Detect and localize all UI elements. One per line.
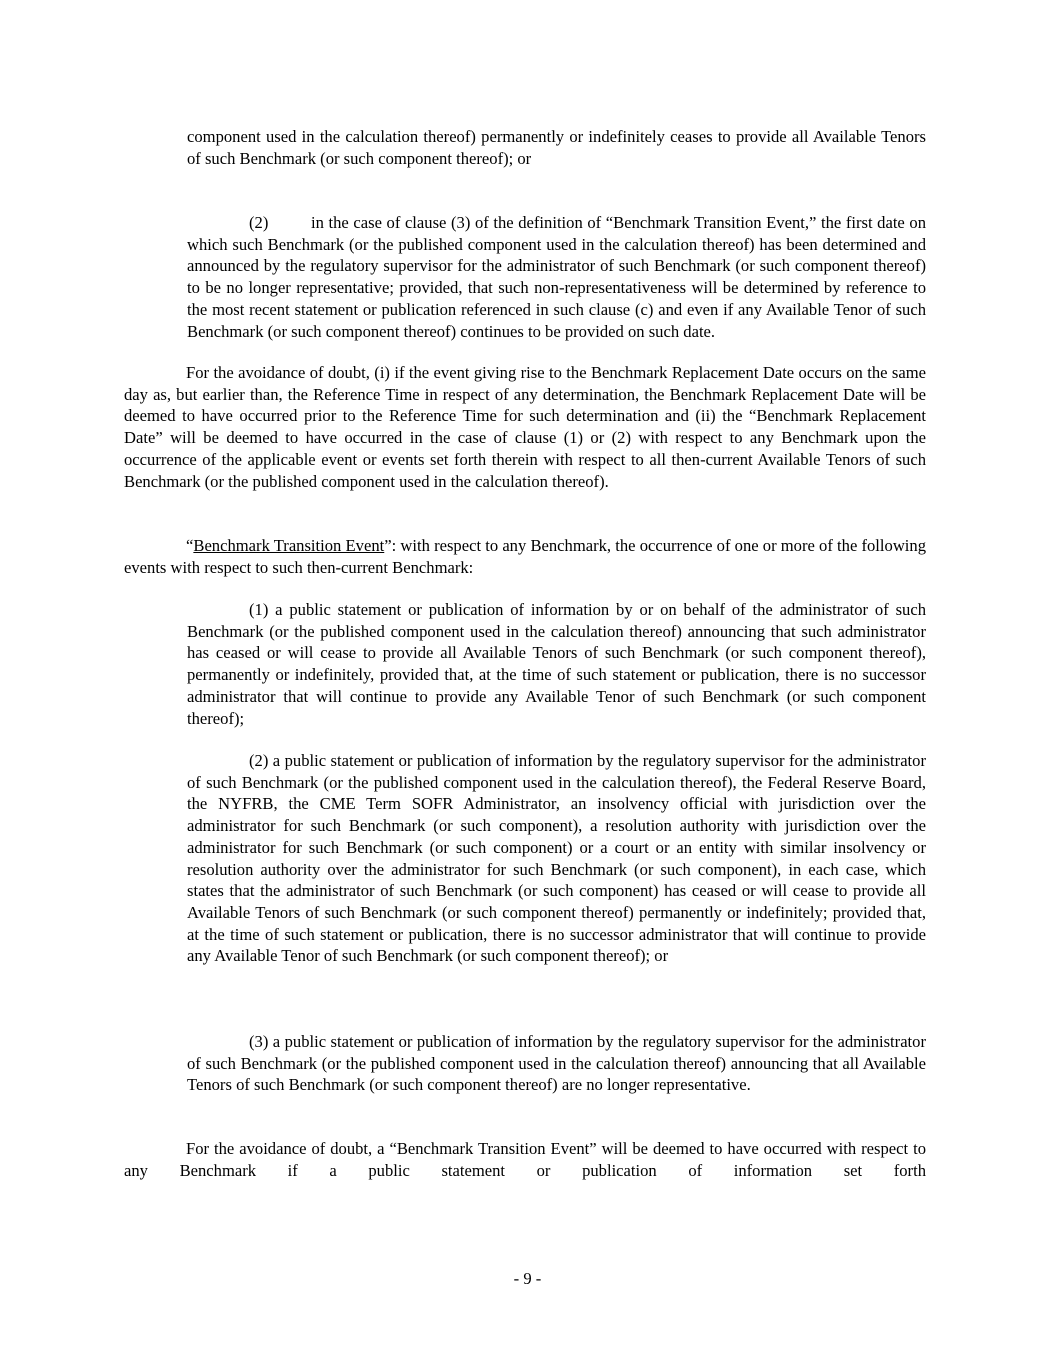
clause-number: (2) — [249, 213, 269, 232]
transition-event-clause-3: (3) a public statement or publication of information by the regulatory supervisor for the administrator of such Benchmark (or the published component used in the calculation thereof) announcing that all Available Tenors of such Benchmark (or such component thereof) are no longer representative. — [187, 1032, 926, 1095]
page-number: - 9 - — [513, 1269, 542, 1288]
transition-event-clause-2: (2) a public statement or publication of information by the regulatory supervisor for the administrator of such Benchmark (or the published component used in the calculation thereof), the Federal Reserve Board, the NYFRB, the CME Term SOFR Administrator, an insolvency official with jurisdiction over the administrator for such Benchmark (or such component), a resolution authority with jurisdiction over the administrator for such Benchmark (or such component) or a court or an entity with similar insolvency or resolution authority over the administrator for such Benchmark (or such component), in each case, which states that the administrator of such Benchmark (or such component) has ceased or will cease to provide all Available Tenors of such Benchmark (or such component thereof) permanently or indefinitely; provided that, at the time of such statement or publication, there is no successor administrator that will continue to provide any Available Tenor of such Benchmark (or such component thereof); or — [187, 751, 926, 966]
avoidance-of-doubt-paragraph-2: For the avoidance of doubt, a “Benchmark Transition Event” will be deemed to have occurred with respect to any Benchmark if a public statement or publication of information set forth — [124, 1139, 926, 1180]
avoidance-of-doubt-paragraph: For the avoidance of doubt, (i) if the event giving rise to the Benchmark Replacement Date occurs on the same day as, but earlier than, the Reference Time in respect of any determination, the Benchmark Replacement Date will be deemed to have occurred prior to the Reference Time for such determination and (ii) the “Benchmark Replacement Date” will be deemed to have occurred in the case of clause (1) or (2) with respect to any Benchmark upon the occurrence of the applicable event or events set forth therein with respect to all then-current Available Tenors of such Benchmark (or the published component used in the calculation thereof). — [124, 363, 926, 491]
replacement-date-clause-2 — [187, 212, 926, 342]
transition-event-clause-1: (1) a public statement or publication of information by or on behalf of the administrator of such Benchmark (or the published component used in the calculation thereof) announcing that such administrator has ceased or will cease to provide all Available Tenors of such Benchmark (or such component thereof), permanently or indefinitely, provided that, at the time of such statement or publication, there is no successor administrator that will continue to provide any Available Tenor of such Benchmark (or such component thereof); — [187, 600, 926, 728]
clause-text: in the case of clause (3) of the definition of “Benchmark Transition Event,” the first date on which such Benchmark (or the published component used in the calculation thereof) has been determined and announced by the regulatory supervisor for the administrator of such Benchmark (or such component thereof) to be no longer representative; provided, that such non-representativeness will be determined by reference to the most recent statement or publication referenced in such clause (c) and even if any Available Tenor of such Benchmark (or such component thereof) continues to be provided on such date. — [187, 213, 926, 341]
continuation-paragraph: component used in the calculation thereof) permanently or indefinitely ceases to provide all Available Tenors of such Benchmark (or such component thereof); or — [187, 127, 926, 168]
benchmark-transition-event-definition — [124, 535, 926, 578]
definition-text: ”: with respect to any Benchmark, the occurrence of one or more of the following events with respect to such then-current Benchmark: — [124, 536, 927, 577]
open-quote: “ — [186, 536, 194, 555]
defined-term: Benchmark Transition Event — [193, 536, 385, 555]
